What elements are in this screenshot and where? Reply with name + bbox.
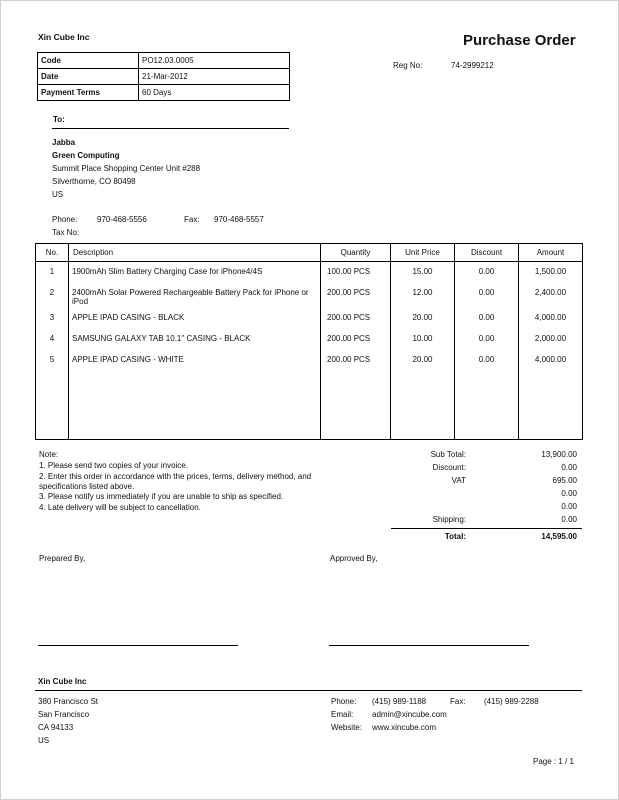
item-discount: 0.00	[455, 283, 519, 308]
item-amount: 2,400.00	[519, 283, 583, 308]
item-no: 1	[36, 262, 69, 283]
item-discount: 0.00	[455, 329, 519, 350]
vat-value: 695.00	[552, 476, 577, 485]
page-title: Purchase Order	[463, 32, 576, 49]
recipient-city: Silverthorne, CO 80498	[52, 177, 136, 186]
item-unit-price: 20.00	[391, 308, 455, 329]
note-line: 2. Enter this order in accordance with the prices, terms, delivery method, and specifications listed above.	[39, 472, 312, 491]
footer-website: www.xincube.com	[372, 723, 437, 732]
item-quantity: 100.00 PCS	[321, 262, 391, 283]
item-description: APPLE IPAD CASING - BLACK	[69, 308, 321, 329]
extra-charge-value: 0.00	[561, 489, 577, 498]
total-divider	[391, 528, 582, 529]
line-items-table	[35, 243, 583, 440]
footer-company: Xin Cube Inc	[38, 677, 87, 686]
footer-phone: (415) 989-1188	[372, 697, 427, 706]
footer-website-label: Website:	[331, 723, 362, 732]
reg-no-value: 74-2999212	[451, 61, 494, 70]
item-quantity: 200.00 PCS	[321, 350, 391, 440]
item-description: 2400mAh Solar Powered Rechargeable Battery Pack for iPhone or iPod	[69, 283, 321, 308]
meta-value: PO12.03.0005	[139, 53, 290, 69]
footer-address-line: US	[38, 736, 50, 745]
item-amount: 4,000.00	[519, 308, 583, 329]
recipient-phone-label: Phone:	[52, 215, 78, 224]
col-header-quantity: Quantity	[321, 244, 391, 262]
footer-fax-label: Fax:	[450, 697, 466, 706]
table-row	[36, 329, 583, 350]
total-value: 14,595.00	[541, 532, 577, 541]
recipient-fax: 970-468-5557	[214, 215, 264, 224]
subtotal-value: 13,900.00	[541, 450, 577, 459]
meta-label: Date	[38, 69, 139, 85]
total-label: Total:	[444, 532, 466, 541]
table-row	[36, 262, 583, 283]
col-header-no: No.	[36, 244, 69, 262]
item-discount: 0.00	[455, 350, 519, 440]
meta-label: Payment Terms	[38, 85, 139, 101]
vat-label: VAT	[451, 476, 466, 485]
footer-email: admin@xincube.com	[372, 710, 447, 719]
recipient-country: US	[52, 190, 64, 199]
recipient-name: Jabba	[52, 138, 76, 147]
item-no: 3	[36, 308, 69, 329]
table-row	[36, 350, 583, 440]
item-no: 2	[36, 283, 69, 308]
footer-phone-label: Phone:	[331, 697, 357, 706]
discount-value: 0.00	[561, 463, 577, 472]
item-amount: 2,000.00	[519, 329, 583, 350]
col-header-discount: Discount	[455, 244, 519, 262]
meta-value: 21-Mar-2012	[139, 69, 290, 85]
reg-no-label: Reg No:	[393, 61, 423, 70]
shipping-label: Shipping:	[432, 515, 466, 524]
to-label: To:	[53, 115, 65, 124]
recipient-phone: 970-468-5556	[97, 215, 147, 224]
footer-address-line: CA 94133	[38, 723, 74, 732]
recipient-company: Green Computing	[52, 151, 120, 160]
item-quantity: 200.00 PCS	[321, 283, 391, 308]
footer-address-line: San Francisco	[38, 710, 90, 719]
item-description: APPLE IPAD CASING - WHITE	[69, 350, 321, 440]
item-amount: 1,500.00	[519, 262, 583, 283]
meta-row-payment-terms	[38, 85, 290, 101]
item-quantity: 200.00 PCS	[321, 329, 391, 350]
notes-title: Note:	[39, 450, 59, 459]
prepared-signature-line	[38, 645, 238, 646]
col-header-description: Description	[69, 244, 321, 262]
table-header-row	[36, 244, 583, 262]
item-unit-price: 12.00	[391, 283, 455, 308]
item-description: SAMSUNG GALAXY TAB 10.1" CASING - BLACK	[69, 329, 321, 350]
meta-label: Code	[38, 53, 139, 69]
approved-by-label: Approved By,	[330, 554, 378, 563]
table-row	[36, 283, 583, 308]
note-line: 3. Please notify us immediately if you are unable to ship as specified.	[39, 492, 284, 501]
recipient-street: Summit Place Shopping Center Unit #288	[52, 164, 201, 173]
prepared-by-label: Prepared By,	[39, 554, 86, 563]
meta-value: 60 Days	[139, 85, 290, 101]
footer-divider	[35, 690, 582, 691]
col-header-unit-price: Unit Price	[391, 244, 455, 262]
subtotal-label: Sub Total:	[430, 450, 466, 459]
order-meta-table	[37, 52, 290, 101]
item-discount: 0.00	[455, 308, 519, 329]
meta-row-code	[38, 53, 290, 69]
footer-fax: (415) 989-2288	[484, 697, 539, 706]
item-unit-price: 10.00	[391, 329, 455, 350]
page-number: Page : 1 / 1	[533, 757, 574, 766]
item-quantity: 200.00 PCS	[321, 308, 391, 329]
recipient-taxno-label: Tax No:	[52, 228, 80, 237]
discount-label: Discount:	[432, 463, 466, 472]
meta-row-date	[38, 69, 290, 85]
item-no: 4	[36, 329, 69, 350]
extra-charge-value: 0.00	[561, 502, 577, 511]
approved-signature-line	[329, 645, 529, 646]
shipping-value: 0.00	[561, 515, 577, 524]
item-discount: 0.00	[455, 262, 519, 283]
item-no: 5	[36, 350, 69, 440]
recipient-fax-label: Fax:	[184, 215, 200, 224]
note-line: 1. Please send two copies of your invoice.	[39, 461, 188, 470]
note-line: 4. Late delivery will be subject to cancellation.	[39, 503, 201, 512]
table-row	[36, 308, 583, 329]
item-unit-price: 15.00	[391, 262, 455, 283]
footer-address-line: 380 Francisco St	[38, 697, 99, 706]
item-amount: 4,000.00	[519, 350, 583, 440]
to-divider	[52, 128, 289, 129]
col-header-amount: Amount	[519, 244, 583, 262]
item-description: 1900mAh Slim Battery Charging Case for iPhone4/4S	[69, 262, 321, 283]
company-name: Xin Cube Inc	[38, 32, 90, 42]
item-unit-price: 20.00	[391, 350, 455, 440]
footer-email-label: Email:	[331, 710, 354, 719]
